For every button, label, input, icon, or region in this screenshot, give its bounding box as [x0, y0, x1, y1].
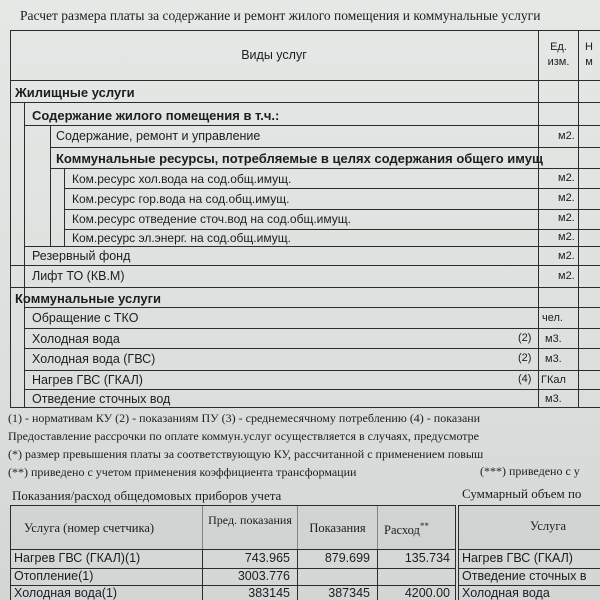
meters-row-curr: 879.699 — [324, 551, 370, 565]
meters-row-usage: 135.734 — [404, 551, 450, 565]
resource-row-unit: м2. — [558, 172, 575, 184]
meters-row-prev: 3003.776 — [237, 569, 290, 583]
resource-row-unit: м2. — [558, 212, 575, 224]
meters-header-curr: Показания — [309, 521, 366, 535]
section-utilities: Коммунальные услуги — [15, 291, 161, 306]
header-services: Виды услуг — [241, 48, 307, 62]
meters-row-service: Холодная вода(1) — [14, 586, 118, 600]
resource-row-unit: м2. — [558, 231, 575, 243]
row-maintenance-label: Содержание, ремонт и управление — [56, 129, 261, 143]
meters-row-usage: 4200.00 — [404, 586, 450, 600]
utility-row-unit: м3. — [545, 353, 562, 365]
services-table — [10, 30, 600, 410]
utility-row-label: Холодная вода — [32, 332, 120, 346]
meters-row-curr: 387345 — [328, 586, 370, 600]
utility-row-code: (2) — [518, 332, 532, 344]
note-line-4b: (***) приведено с у — [480, 464, 580, 478]
summary-row: Отведение сточных в — [462, 569, 587, 583]
meters-row-service: Нагрев ГВС (ГКАЛ)(1) — [14, 551, 141, 565]
resource-row-unit: м2. — [558, 192, 575, 204]
section-housing: Жилищные услуги — [15, 85, 135, 100]
note-line-1: (1) - нормативам КУ (2) - показаниям ПУ (3) - среднемесячному потреблению (4) - показани — [8, 411, 481, 425]
note-line-2: Предоставление рассрочки по оплате коммун.услуг осуществляется в случаях, предусмотре — [8, 429, 479, 443]
row-maintenance-unit: м2. — [558, 130, 575, 142]
meters-header-usage: Расход** — [384, 521, 429, 538]
summary-row: Нагрев ГВС (ГКАЛ) — [462, 551, 573, 565]
meters-header-usage-mark: ** — [419, 521, 429, 531]
resource-row-label: Ком.ресурс хол.вода на сод.общ.имущ. — [72, 172, 292, 186]
row-reserve-label: Резервный фонд — [32, 249, 131, 263]
resource-row-label: Ком.ресурс эл.энерг. на сод.общ.имущ. — [72, 231, 291, 245]
subsection-maintenance: Содержание жилого помещения в т.ч.: — [32, 108, 280, 123]
utility-row-label: Обращение с ТКО — [32, 311, 139, 325]
utility-row-code: (2) — [518, 352, 532, 364]
utility-row-label: Холодная вода (ГВС) — [32, 352, 156, 366]
resource-row-label: Ком.ресурс отведение сточ.вод на сод.общ.имущ. — [72, 212, 351, 226]
meters-row-prev: 743.965 — [244, 551, 290, 565]
meters-row-service: Отопление(1) — [14, 569, 94, 583]
utility-row-unit: чел. — [542, 312, 563, 324]
page-title: Расчет размера платы за содержание и ремонт жилого помещения и коммунальные услуги — [20, 8, 541, 23]
header-unit: Ед. изм. — [547, 41, 570, 68]
summary-table — [458, 505, 600, 600]
meters-header-service: Услуга (номер счетчика) — [24, 521, 155, 535]
utility-row-unit: м3. — [545, 333, 562, 345]
meters-table — [10, 505, 460, 600]
utility-row-label: Нагрев ГВС (ГКАЛ) — [32, 373, 143, 387]
row-reserve-unit: м2. — [558, 250, 575, 262]
summary-row: Холодная вода — [462, 586, 550, 600]
summary-caption: Суммарный объем по — [462, 486, 582, 501]
meters-caption: Показания/расход общедомовых приборов учета — [12, 488, 282, 503]
meters-header-prev: Пред. показания — [208, 513, 292, 527]
row-lift-label: Лифт ТО (КВ.М) — [32, 269, 125, 283]
resource-row-label: Ком.ресурс гор.вода на сод.общ.имущ. — [72, 192, 290, 206]
utility-row-label: Отведение сточных вод — [32, 392, 171, 406]
note-line-3: (*) размер превышения платы за соответствующую КУ, рассчитанной с применением повыш — [8, 447, 484, 461]
utility-row-code: (4) — [518, 373, 532, 385]
subsection-resources: Коммунальные ресурсы, потребляемые в целях содержания общего имущ — [56, 151, 543, 166]
row-lift-unit: м2. — [558, 270, 575, 282]
utility-row-unit: ГКал — [541, 374, 566, 386]
summary-header: Услуга — [530, 519, 567, 533]
note-line-4a: (**) приведено с учетом применения коэффициента трансформации — [8, 465, 357, 479]
utility-row-unit: м3. — [545, 393, 562, 405]
header-next: Н м — [585, 41, 593, 68]
meters-row-prev: 383145 — [248, 586, 290, 600]
